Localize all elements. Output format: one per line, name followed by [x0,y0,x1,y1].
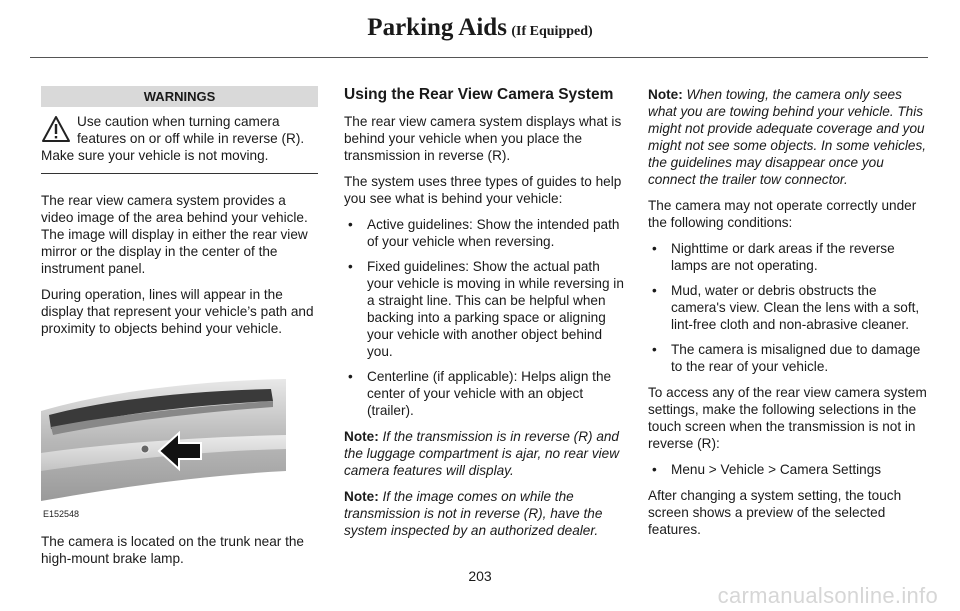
menu-path-item: • Menu > Vehicle > Camera Settings [648,461,928,478]
note-text: If the image comes on while the transmission is not in reverse (R), have the system inspected by an authorized dealer. [344,489,603,538]
paragraph: The system uses three types of guides to help you see what is behind your vehicle: [344,174,622,206]
list-item: • Active guidelines: Show the intended path of your vehicle when reversing. [344,216,624,250]
trunk-illustration [41,371,318,511]
list-item: • Nighttime or dark areas if the reverse lamps are not operating. [648,240,928,274]
note-text: If the transmission is in reverse (R) and the luggage compartment is ajar, no rear view camera features will display. [344,429,620,478]
section-subtitle: (If Equipped) [511,24,593,39]
list-item: • Mud, water or debris obstructs the camera's view. Clean the lens with a soft, lint-free cloth and non-abrasive cleaner. [648,282,928,333]
header-rule [30,57,928,58]
note-text: When towing, the camera only sees what you are towing behind your vehicle. This might not provide adequate coverage and you might not see some objects. In some vehicles, the guidelines may disappear once you connect the trailer tow connector. [648,87,927,187]
list-item: • Fixed guidelines: Show the actual path your vehicle is moving in while reversing in a straight line. This can be helpful when backing into a parking space or aligning your vehicle with another object behind you. [344,258,624,360]
paragraph: The camera may not operate correctly under the following conditions: [648,198,917,230]
page-header [0,14,960,42]
section-heading: Using the Rear View Camera System [344,86,614,103]
paragraph: To access any of the rear view camera system settings, make the following selections in the touch screen when the transmission is not in reverse (R): [648,385,927,451]
paragraph: The rear view camera system provides a video image of the area behind your vehicle. The image will display in either the rear view mirror or the display in the center of the instrument panel. [41,193,308,276]
warning-triangle-icon [41,115,71,143]
paragraph: During operation, lines will appear in the display that represent your vehicle’s path and proximity to objects behind your vehicle. [41,287,314,336]
note [648,86,928,188]
column-1 [41,86,318,576]
page-number: 203 [468,568,492,584]
list-item: • Centerline (if applicable): Helps align the center of your vehicle with an object (trailer). [344,368,624,419]
menu-path-list [648,461,928,478]
column-3 [648,86,928,547]
paragraph: The rear view camera system displays what is behind your vehicle when you place the transmission in reverse (R). [344,114,622,163]
note [344,428,624,479]
note-label: Note: [648,87,683,102]
paragraph: After changing a system setting, the touch screen shows a preview of the selected features. [648,488,902,537]
guides-list [344,216,624,419]
conditions-list [648,240,928,375]
paragraph: The camera is located on the trunk near the high-mount brake lamp. [41,534,304,566]
note-label: Note: [344,429,379,444]
list-item: • The camera is misaligned due to damage to the rear of your vehicle. [648,341,928,375]
figure-code: E152548 [43,509,80,519]
warnings-heading: WARNINGS [41,86,318,107]
warnings-text: Use caution when turning camera features on or off while in reverse (R). Make sure your vehicle is not moving. [41,114,305,163]
section-title: Parking Aids [367,14,507,41]
note [344,488,624,539]
warnings-box [41,113,318,174]
column-2 [344,86,624,548]
watermark: carmanualsonline.info [717,583,938,608]
camera-location-figure [41,371,318,521]
note-label: Note: [344,489,379,504]
